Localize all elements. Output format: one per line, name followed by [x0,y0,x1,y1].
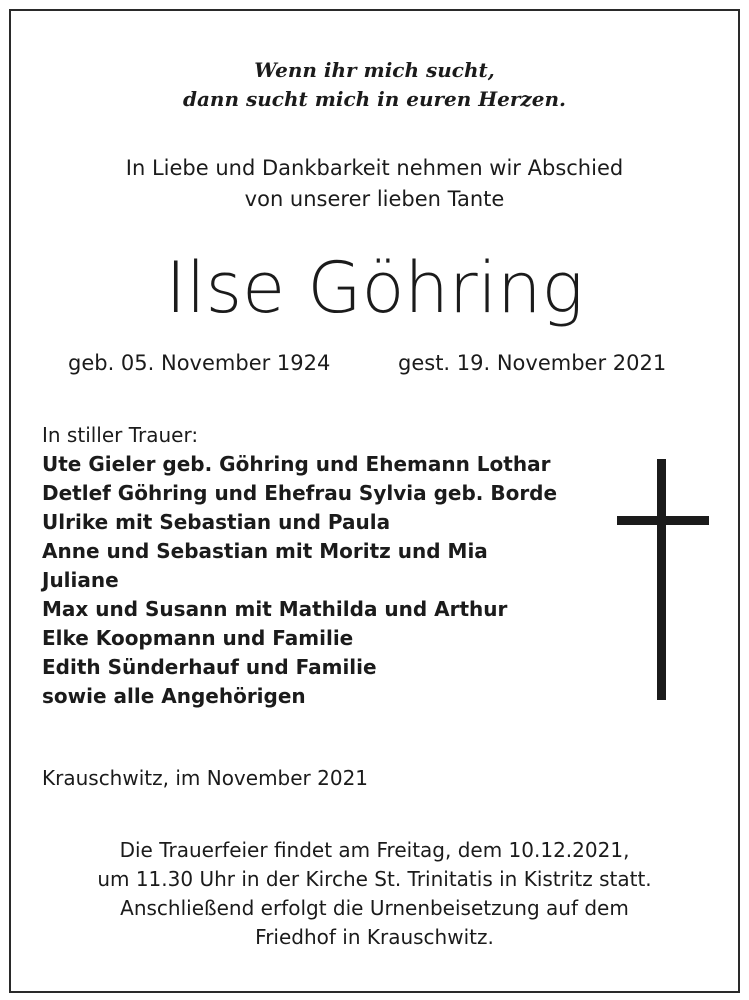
death-date: gest. 19. November 2021 [398,351,667,375]
birth-date: geb. 05. November 1924 [68,351,331,375]
mourner-entry: Ulrike mit Sebastian und Paula [42,510,391,534]
cross-horizontal-bar [617,516,709,525]
mourner-entry: Max und Susann mit Mathilda und Arthur [42,597,508,621]
ceremony-line-4: Friedhof in Krauschwitz. [255,925,494,949]
ceremony-line-1: Die Trauerfeier findet am Freitag, dem 10.12.2021, [119,838,630,862]
quote-line-1: Wenn ihr mich sucht, [254,58,495,82]
quote-line-2: dann sucht mich in euren Herzen. [182,87,567,111]
place-and-date: Krauschwitz, im November 2021 [42,766,369,790]
ceremony-line-3: Anschließend erfolgt die Urnenbeisetzung auf dem [120,896,629,920]
funeral-service-info [0,836,749,952]
mourner-entry: Elke Koopmann und Familie [42,626,354,650]
ceremony-line-2: um 11.30 Uhr in der Kirche St. Trinitatis in Kistritz statt. [97,867,652,891]
mourner-entry: Anne und Sebastian mit Moritz und Mia [42,539,488,563]
mourner-entry: sowie alle Angehörigen [42,684,306,708]
deceased-name: Ilse Göhring [165,247,584,329]
mourners-label: In stiller Trauer: [42,423,199,447]
christian-cross-icon [617,459,709,700]
intro-line-2: von unserer lieben Tante [244,187,505,211]
memorial-quote [0,56,749,114]
mourner-entry: Juliane [42,568,119,592]
mourners-list [42,420,602,711]
mourner-entry: Edith Sünderhauf und Familie [42,655,377,679]
farewell-intro [0,153,749,215]
cross-vertical-bar [657,459,666,700]
mourner-entry: Ute Gieler geb. Göhring und Ehemann Lothar [42,452,551,476]
mourner-entry: Detlef Göhring und Ehefrau Sylvia geb. Borde [42,481,558,505]
intro-line-1: In Liebe und Dankbarkeit nehmen wir Abschied [125,156,624,180]
